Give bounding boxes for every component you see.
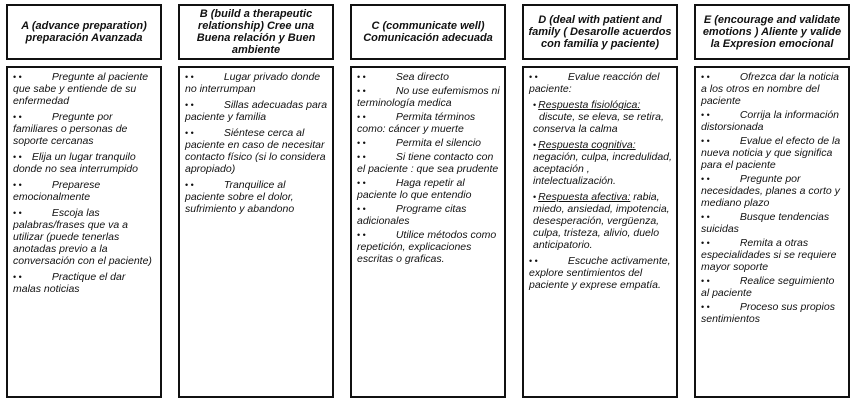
list-item [357,203,500,227]
list-item [357,85,500,109]
column-a-body [6,66,162,398]
column-d-title: D (deal with patient and family ( Desarolle acuerdos con familia y paciente) [528,14,672,50]
item-text: Elija un lugar tranquilo donde no sea interrumpido [13,151,138,175]
bullet-icon: • • [701,212,710,222]
sub-bullet-icon: • [533,192,537,202]
list-item [13,271,156,295]
bullet-icon: • • [13,72,22,82]
list-item [357,151,500,175]
item-text: Proceso sus propios sentimientos [701,301,835,325]
bullet-icon: • • [701,136,710,146]
bullet-icon: • • [185,100,194,110]
column-e [694,4,850,398]
list-item [13,111,156,147]
sub-item-cognitive [533,139,672,187]
list-item [185,71,328,95]
bullet-icon: • • [357,86,366,96]
bullet-icon: • • [701,276,710,286]
item-text: Siéntese cerca al paciente en caso de necesitar contacto físico (si lo considera apropiado) [185,127,326,175]
item-text: Programe citas adicionales [357,203,467,227]
sub-item-label: Respuesta afectiva: [538,191,631,203]
item-text: Si tiene contacto con el paciente : que sea prudente [357,151,499,175]
column-b-title: B (build a therapeutic relationship) Cree una Buena relación y Buen ambiente [196,8,316,56]
list-item [529,71,672,95]
bullet-icon: • • [357,112,366,122]
item-text: Evalue reacción del paciente: [529,71,660,95]
item-text: Tranquilice al paciente sobre el dolor, sufrimiento y abandono [185,179,295,215]
sub-bullet-icon: • [533,100,537,110]
item-text: Permita términos como: cáncer y muerte [357,111,476,135]
sub-bullet-icon: • [533,140,537,150]
sub-item-physiological [533,99,672,135]
item-text: Evalue el efecto de la nueva noticia y que significa para el paciente [701,135,841,171]
column-a [6,4,162,398]
item-text: Realice seguimiento al paciente [701,275,835,299]
column-b-header [178,4,334,60]
bullet-icon: • • [701,238,710,248]
sub-item-text: rabia, miedo, ansiedad, impotencia, desesperación, vergüenza, culpa, tristeza, alivio, duelo anticipatorio. [533,191,670,251]
item-text: Sea directo [395,71,449,83]
column-b [178,4,334,398]
sub-item-affective [533,191,672,251]
bullet-icon: • • [701,72,710,82]
column-c-title: C (communicate well) Comunicación adecuada [363,20,493,44]
list-item [357,111,500,135]
bullet-icon: • • [13,112,22,122]
list-item [701,275,844,299]
bullet-icon: • • [701,174,710,184]
bullet-icon: • • [701,110,710,120]
column-e-body [694,66,850,398]
list-item [701,71,844,107]
sub-item-text: negación, culpa, incredulidad, aceptación , intelectualización. [533,151,672,187]
item-text: Escuche activamente, explore sentimientos del paciente y exprese empatía. [529,255,671,291]
list-item [357,177,500,201]
list-item [701,173,844,209]
list-item [13,207,156,267]
bullet-icon: • • [13,152,22,162]
bullet-icon: • • [185,128,194,138]
column-e-header [694,4,850,60]
item-text: Lugar privado donde no interrumpan [185,71,321,95]
item-text: Corrija la información distorsionada [701,109,840,133]
item-text: Sillas adecuadas para paciente y familia [185,99,328,123]
item-text: Remita a otras especialidades si se requiere mayor soporte [701,237,837,273]
list-item [13,71,156,107]
item-text: Pregunte por familiares o personas de soporte cercanas [13,111,128,147]
item-text: Pregunte por necesidades, planes a corto y mediano plazo [701,173,840,209]
list-item [701,237,844,273]
list-item [185,127,328,175]
bullet-icon: • • [185,72,194,82]
list-item [357,71,500,83]
bullet-icon: • • [357,138,366,148]
bullet-icon: • • [13,272,22,282]
column-d-header [522,4,678,60]
bullet-icon: • • [701,302,710,312]
column-c-body [350,66,506,398]
item-text: Haga repetir al paciente lo que entendio [357,177,472,201]
bullet-icon: • • [13,180,22,190]
item-text: Preparese emocionalmente [13,179,101,203]
item-text: Escoja las palabras/frases que va a utilizar (puede tenerlas anotadas previo a la conversación con el paciente) [13,207,152,267]
sub-item-label: Respuesta fisiológica: [538,99,641,111]
item-text: Permita el silencio [395,137,482,149]
list-item [185,179,328,215]
item-text: Practique el dar malas noticias [13,271,126,295]
list-item [13,151,156,175]
bullet-icon: • • [529,256,538,266]
sub-item-text: discute, se eleva, se retira, conserva la calma [533,111,664,135]
list-item [357,137,500,149]
list-item [701,135,844,171]
column-c [350,4,506,398]
bullet-icon: • • [529,72,538,82]
column-a-title: A (advance preparation) preparación Avanzada [21,20,147,44]
column-d-body [522,66,678,398]
bullet-icon: • • [357,230,366,240]
list-item [529,255,672,291]
column-e-title: E (encourage and validate emotions ) Aliente y valide la Expresion emocional [702,14,842,50]
bullet-icon: • • [185,180,194,190]
column-d [522,4,678,398]
item-text: Pregunte al paciente que sabe y entiende de su enfermedad [13,71,149,107]
sub-item-label: Respuesta cognitiva: [538,139,636,151]
column-b-body [178,66,334,398]
bullet-icon: • • [13,208,22,218]
column-c-header [350,4,506,60]
bullet-icon: • • [357,204,366,214]
list-item [701,301,844,325]
item-text: Ofrezca dar la noticia a los otros en nombre del paciente [701,71,840,107]
item-text: Busque tendencias suicidas [701,211,830,235]
list-item [701,211,844,235]
list-item [13,179,156,203]
list-item [185,99,328,123]
item-text: Utilice métodos como repetición, explicaciones escritas o graficas. [357,229,497,265]
list-item [701,109,844,133]
bullet-icon: • • [357,72,366,82]
list-item [357,229,500,265]
bullet-icon: • • [357,152,366,162]
bullet-icon: • • [357,178,366,188]
column-a-header [6,4,162,60]
item-text: No use eufemismos ni terminología medica [357,85,500,109]
